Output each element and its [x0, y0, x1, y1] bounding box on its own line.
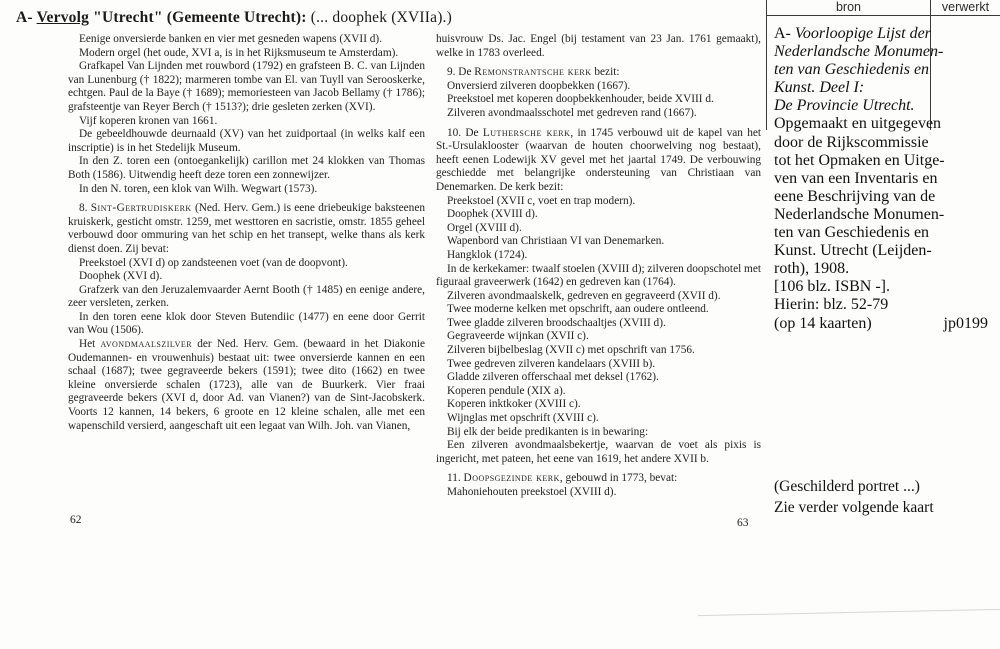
- book-paragraph: [436, 412, 761, 426]
- text-run: Eenige onversierde banken en vier met gesneden wapens (XVII d).: [79, 33, 383, 45]
- text-run: Zilveren avondmaalsschotel met gedreven rand (1667).: [447, 106, 697, 119]
- book-paragraph: [436, 317, 761, 331]
- book-paragraph: [436, 303, 761, 317]
- text-run: Hierin: blz. 52-79: [774, 296, 889, 314]
- card-note-line: [774, 477, 994, 498]
- book-paragraph: [436, 195, 761, 209]
- book-paragraph: [68, 47, 425, 61]
- small-caps-run: Doopsgezinde kerk: [463, 472, 560, 485]
- text-run: Een zilveren avondmaalsbekertje, waarvan de voet als pixis is ingericht, met pateen, het eene van 1619, het andere XVII b.: [436, 439, 761, 465]
- text-run: Twee moderne kelken met opschrift, aan oudere ontleend.: [447, 303, 709, 316]
- small-caps-run: avondmaalszilver: [100, 338, 193, 351]
- book-paragraph: [68, 33, 425, 47]
- book-paragraph: [68, 202, 425, 256]
- text-run: Grafzerk van den Jeruzalemvaarder Aernt Booth († 1485) en eenige andere, zeer versleten, zerken.: [68, 283, 425, 310]
- text-run: A-: [774, 25, 795, 42]
- text-run: 9. De: [447, 66, 475, 79]
- header-prefix: A-: [16, 9, 37, 26]
- card-text-line: [774, 134, 988, 152]
- book-paragraph: [436, 33, 761, 60]
- text-run: , in 1745 verbouwd uit de kapel van het St.-Ursulaklooster (waarvan de houten choorwelving nog bestaat), heeft eenen Lodewijk XV gevel met het jaartal 1749. De verbouwing geschiedde met belangrijke ondersteuning van Christiaan van Denemarken. De kerk bezit:: [436, 126, 761, 193]
- text-run: Het: [79, 338, 101, 351]
- small-caps-run: Luthersche kerk: [482, 126, 571, 139]
- book-paragraph: [436, 80, 761, 94]
- book-paragraph: [436, 330, 761, 344]
- text-run: Zie verder volgende kaart: [774, 498, 934, 516]
- card-text-line: [774, 296, 988, 314]
- text-run: Nederlandsche Monumen-: [774, 205, 945, 223]
- book-paragraph: [436, 235, 761, 249]
- book-paragraph: [68, 155, 425, 182]
- page-number-left: 62: [70, 514, 82, 526]
- book-paragraph: [436, 249, 761, 263]
- text-run: Koperen pendule (XIX a).: [447, 384, 566, 397]
- text-run: Wijnglas met opschrift (XVIII c).: [447, 412, 599, 425]
- card-text-line: [774, 206, 988, 224]
- card-text-line: [774, 315, 988, 333]
- text-run: ven van een Inventaris en: [774, 169, 938, 187]
- text-run: (Geschilderd portret ...): [774, 478, 920, 495]
- book-paragraph: [68, 311, 425, 338]
- text-run: huisvrouw Ds. Jac. Engel (bij testament van 23 Jan. 1761 gemaakt), welke in 1783 overleed.: [436, 33, 761, 59]
- card-text-line: [774, 115, 988, 133]
- card-text-line: [774, 278, 988, 296]
- bron-entry-text: [774, 25, 988, 333]
- book-paragraph: [68, 183, 425, 197]
- text-run: (op 14 kaarten): [774, 314, 872, 332]
- text-run: 8.: [79, 202, 91, 215]
- card-text-line: [774, 97, 988, 115]
- text-run: Opgemaakt en uitgegeven: [774, 115, 942, 133]
- text-run: Doophek (XVI d).: [79, 270, 163, 283]
- book-paragraph: [436, 127, 761, 195]
- text-run: door de Rijkscommissie: [774, 133, 929, 151]
- column-header-bron: bron: [835, 0, 862, 14]
- card-text-line: [774, 260, 988, 278]
- book-paragraph: [436, 208, 761, 222]
- column-header-verwerkt: verwerkt: [941, 0, 990, 14]
- italic-run: De Provincie Utrecht.: [774, 97, 915, 115]
- book-paragraph: [436, 371, 761, 385]
- italic-run: ten van Geschiedenis en: [774, 61, 930, 79]
- card-border-left: [766, 0, 767, 130]
- scan-artifact-line: [698, 609, 1000, 616]
- page-title: [16, 9, 452, 27]
- small-caps-run: Remonstrantsche kerk: [474, 66, 592, 79]
- italic-run: Kunst. Deel I:: [774, 79, 865, 97]
- small-caps-run: Sint-Gertrudiskerk: [90, 202, 192, 215]
- text-run: In den toren eene klok door Steven Butendiic (1477) en eene door Gerrit van Wou (1506).: [68, 310, 425, 337]
- text-run: Modern orgel (het oude, XVI a, is in het Rijksmuseum te Amsterdam).: [79, 46, 399, 59]
- text-run: Preekstoel (XVII c, voet en trap modern).: [447, 194, 636, 207]
- text-run: Onversierd zilveren doopbekken (1667).: [447, 79, 631, 92]
- card-note-line: [774, 498, 994, 519]
- header-suffix: (... doophek (XVIIa).): [306, 9, 452, 26]
- book-paragraph: [68, 257, 425, 271]
- card-header-rule: [766, 15, 1000, 16]
- text-run: 11.: [447, 472, 464, 485]
- text-run: ten van Geschiedenis en: [774, 224, 930, 242]
- text-run: Grafkapel Van Lijnden met rouwbord (1792) en grafsteen B. C. van Lijnden van Lunenburg († 1822); marmeren tombe van El. van Tuyll van Serooskerke, echtgen. Paul de la Baye († 1689); memoriesteen van Jacob Bellamy († 1786); grafsteentje van Reyer Berch († 1513?); drie gesleten zerken (XVI).: [68, 60, 425, 113]
- text-run: eene Beschrijving van de: [774, 187, 936, 205]
- text-run: In den N. toren, een klok van Wilh. Wegwart (1573).: [79, 182, 318, 195]
- book-paragraph: [436, 222, 761, 236]
- italic-run: Voorloopige Lijst der: [794, 25, 931, 42]
- text-run: Hangklok (1724).: [447, 248, 528, 261]
- text-run: Doophek (XVIII d).: [447, 208, 538, 221]
- book-paragraph: [436, 472, 761, 486]
- book-paragraph: [436, 398, 761, 412]
- book-paragraph: [68, 270, 425, 284]
- book-paragraph: [436, 439, 761, 466]
- book-paragraph: [436, 107, 761, 121]
- book-paragraph: [68, 338, 425, 433]
- text-run: Orgel (XVIII d).: [447, 221, 522, 234]
- text-run: Bij elk der beide predikanten is in bewaring:: [447, 425, 649, 438]
- left-text-column: [68, 33, 425, 433]
- text-run: Preekstoel (XVI d) op zandsteenen voet (van de doopvont).: [79, 256, 348, 269]
- book-paragraph: [436, 290, 761, 304]
- card-text-line: [774, 224, 988, 242]
- book-paragraph: [436, 93, 761, 107]
- text-run: Gegraveerde wijnkan (XVII c).: [447, 330, 589, 343]
- text-run: Twee gedreven zilveren kandelaars (XVIII b).: [447, 357, 656, 370]
- book-paragraph: [436, 344, 761, 358]
- text-run: Zilveren avondmaalskelk, gedreven en gegraveerd (XVII d).: [447, 289, 721, 302]
- bron-entry-notes: [774, 477, 994, 518]
- book-paragraph: [436, 263, 761, 290]
- text-run: 10. De: [447, 126, 483, 139]
- text-run: Vijf koperen kronen van 1661.: [79, 114, 218, 127]
- text-run: Wapenbord van Christiaan VI van Denemarken.: [447, 235, 665, 248]
- card-text-line: [774, 242, 988, 260]
- book-paragraph: [436, 486, 761, 500]
- card-code: jp0199: [943, 314, 988, 332]
- book-paragraph: [68, 284, 425, 311]
- card-text-line: [774, 170, 988, 188]
- text-run: (Ned. Herv. Gem.) is eene driebeukige baksteenen kruiskerk, gesticht omstr. 1259, met westtoren en sacristie, omstr. 1855 geheel verbouwd door ommuring van het schip en het transept, welke thans als kerk dienst doen. Zij bevat:: [68, 202, 425, 255]
- book-paragraph: [436, 358, 761, 372]
- book-paragraph: [68, 115, 425, 129]
- card-text-line: [774, 152, 988, 170]
- card-text-line: [774, 61, 988, 79]
- text-run: Twee gladde zilveren broodschaaltjes (XVIII d).: [447, 316, 666, 329]
- text-run: der Ned. Herv. Gem. (bewaard in het Diakonie Oudemannen- en vrouwenhuis) bestaat uit: twee onversierde kannen en een schaal (1687); twee gegraveerde bekers (1591); twee dito (1662) en twee kleine onversierde schalen (1723), alle van de Buurkerk. Vier fraai gegraveerde bekers (XVI d, door Ad. van Vianen?) van de Sint-Jacobskerk. Voorts 12 kannen, 14 bekers, 6 groote en 12 kleine schalen, alle met een wapenschild versierd, aangeschaft uit een legaat van Wilh. Joh. van Vianen,: [68, 338, 426, 432]
- text-run: Koperen inktkoker (XVIII c).: [447, 398, 581, 411]
- card-text-line: [774, 79, 988, 97]
- text-run: bezit:: [591, 66, 620, 79]
- card-text-line: [774, 188, 988, 206]
- header-place-bold: "Utrecht" (Gemeente Utrecht):: [89, 9, 307, 26]
- middle-text-column: [436, 33, 761, 500]
- text-run: In de kerkekamer: twaalf stoelen (XVIII d); zilveren doopschotel met figuraal graveerwerk (1642) en gedreven kan (1764).: [436, 262, 761, 289]
- text-run: [106 blz. ISBN -].: [774, 278, 890, 296]
- page-number-right: 63: [737, 517, 749, 529]
- text-run: tot het Opmaken en Uitge-: [774, 151, 945, 169]
- card-text-line: [774, 43, 988, 61]
- book-paragraph: [436, 385, 761, 399]
- header-vervolg-underlined: Vervolg: [36, 9, 90, 26]
- text-run: Kunst. Utrecht (Leijden-: [774, 242, 932, 260]
- text-run: , gebouwd in 1773, bevat:: [559, 472, 678, 485]
- card-text-line: [774, 25, 988, 43]
- text-run: De gebeeldhouwde deurnaald (XV) van het zuidportaal (in welks kalf een inscriptie) is in het Stedelijk Museum.: [68, 128, 425, 154]
- italic-run: Nederlandsche Monumen-: [774, 43, 944, 61]
- text-run: roth), 1908.: [774, 260, 850, 278]
- book-paragraph: [436, 426, 761, 440]
- text-run: In den Z. toren een (ontoegankelijk) carillon met 24 klokken van Thomas Both (1586). Uitwendig heeft deze toren een zonnewijzer.: [68, 155, 425, 181]
- text-run: Preekstoel met koperen doopbekkenhouder, beide XVIII d.: [447, 93, 714, 106]
- text-run: Mahoniehouten preekstoel (XVIII d).: [447, 486, 617, 498]
- text-run: Gladde zilveren offerschaal met deksel (1762).: [447, 371, 659, 384]
- book-paragraph: [68, 60, 425, 114]
- text-run: Zilveren bijbelbeslag (XVII c) met opschrift van 1756.: [447, 344, 695, 357]
- book-paragraph: [436, 66, 761, 80]
- book-paragraph: [68, 128, 425, 155]
